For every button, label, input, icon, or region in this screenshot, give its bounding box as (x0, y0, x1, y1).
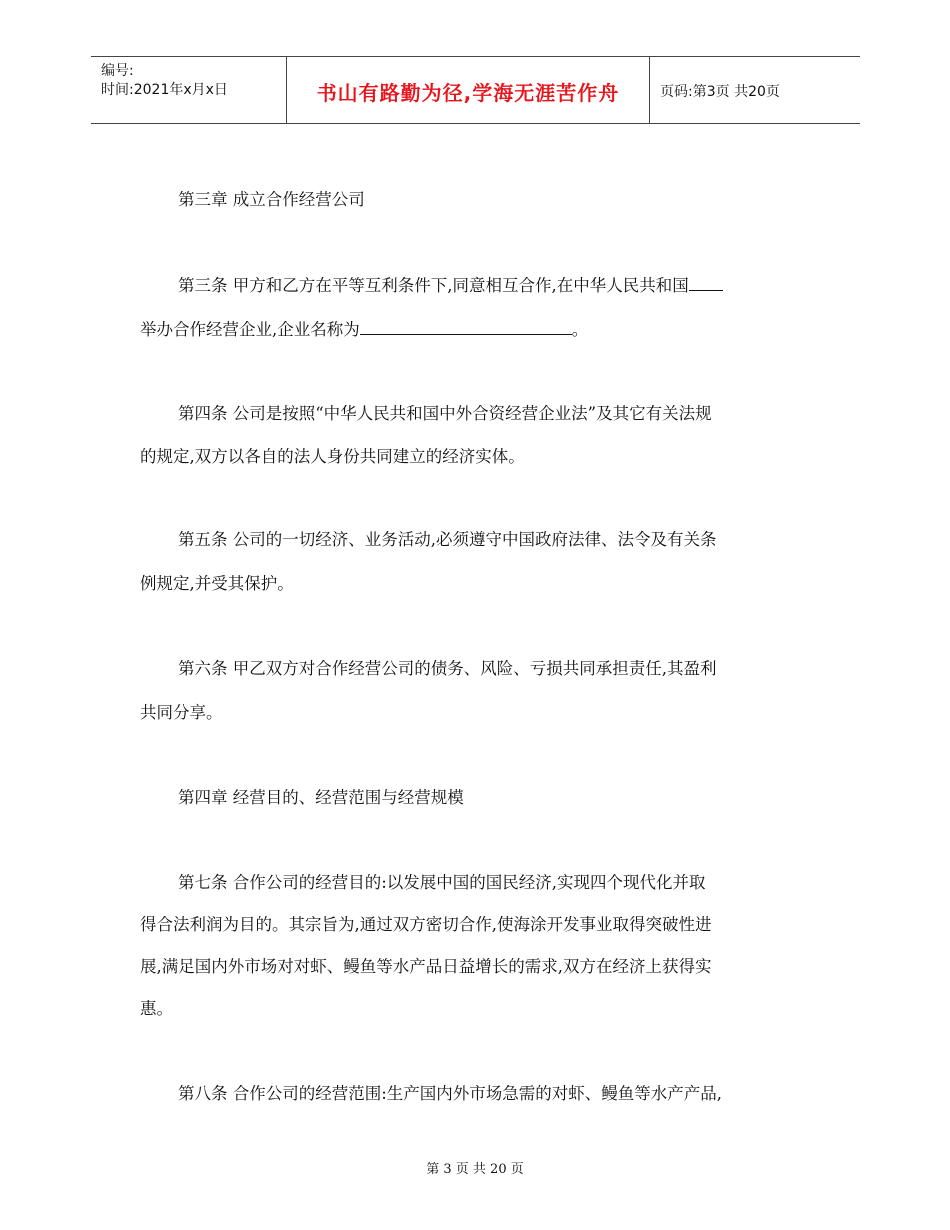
article-7-line: 展,满足国内外市场对对虾、鳗鱼等水产品日益增长的需求,双方在经济上获得实 (140, 957, 712, 976)
article-7-line: 第七条 合作公司的经营目的:以发展中国的国民经济,实现四个现代化并取 (178, 873, 706, 892)
header-divider (649, 57, 650, 123)
number-label: 编号: (101, 63, 134, 79)
fill-in-blank (689, 275, 723, 291)
fill-in-blank (360, 319, 572, 335)
article-3-line (140, 316, 588, 340)
article-4-line: 的规定,双方以各自的法人身份共同建立的经济实体。 (140, 447, 525, 466)
article-6-line: 共同分享。 (140, 703, 223, 722)
article-8-line: 第八条 合作公司的经营范围:生产国内外市场急需的对虾、鳗鱼等水产产品, (178, 1084, 723, 1103)
header-page-info: 页码:第3页 共20页 (660, 84, 780, 100)
page-footer: 第 3 页 共 20 页 (426, 1162, 524, 1177)
article-7-line: 得合法利润为目的。其宗旨为,通过双方密切合作,使海涂开发事业取得突破性进 (140, 915, 712, 934)
article-7-line: 惠。 (140, 999, 173, 1018)
article-3-text: 举办合作经营企业,企业名称为 (140, 320, 360, 339)
article-6-line: 第六条 甲乙双方对合作经营公司的债务、风险、亏损共同承担责任,其盈利 (178, 659, 717, 678)
article-4-line: 第四条 公司是按照“中华人民共和国中外合资经营企业法”及其它有关法规 (178, 404, 712, 423)
page-header (91, 56, 860, 124)
article-3-text: 第三条 甲方和乙方在平等互利条件下,同意相互合作,在中华人民共和国 (178, 276, 689, 295)
article-5-line: 第五条 公司的一切经济、业务活动,必须遵守中国政府法律、法令及有关条 (178, 530, 717, 549)
chapter-heading: 第四章 经营目的、经营范围与经营规模 (178, 788, 464, 807)
time-label: 时间:2021年x月x日 (101, 82, 228, 98)
header-motto: 书山有路勤为径,学海无涯苦作舟 (316, 81, 620, 105)
chapter-heading: 第三章 成立合作经营公司 (178, 190, 365, 209)
article-3-text: 。 (571, 320, 589, 339)
header-meta (101, 62, 228, 100)
article-5-line: 例规定,并受其保护。 (140, 574, 294, 593)
article-3-line (178, 272, 723, 296)
